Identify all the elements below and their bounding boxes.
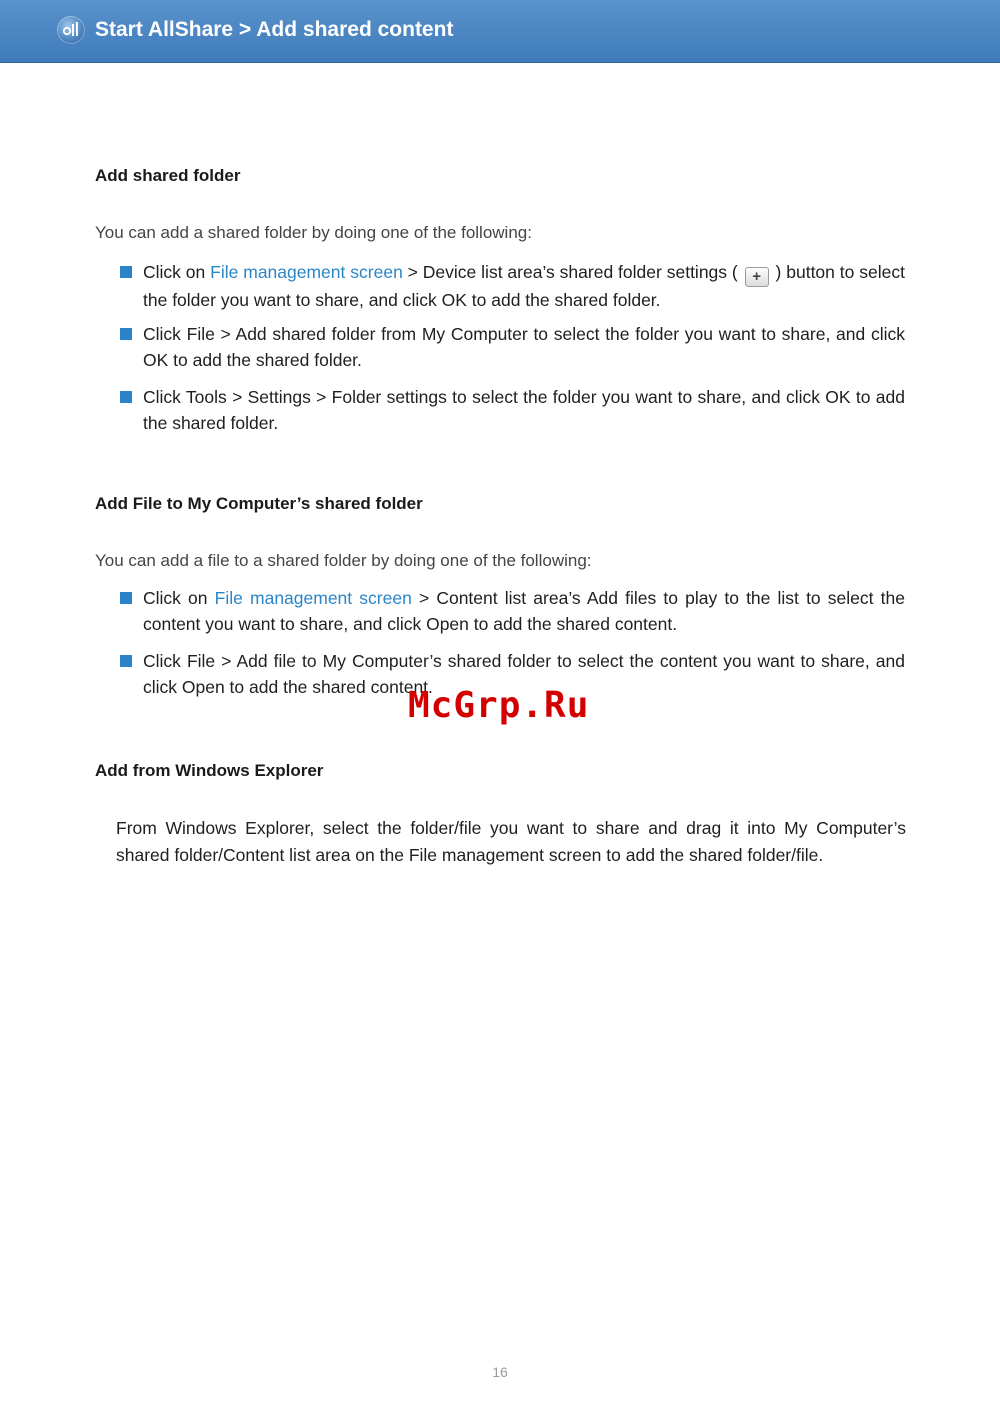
section-intro: You can add a file to a shared folder by doing one of the following: (95, 551, 592, 570)
file-management-screen-link[interactable]: File management screen (214, 588, 412, 608)
page-header (0, 0, 1000, 63)
page-number: 16 (492, 1364, 508, 1380)
bullet-text: Click File > Add file to My Computer’s shared folder to select the content you want to share, and click Open to add the shared content. (143, 651, 905, 697)
bullet-square-icon (120, 328, 132, 340)
bullet-square-icon (120, 391, 132, 403)
allshare-logo-icon (57, 16, 85, 44)
list-item (120, 321, 905, 373)
section-paragraph: From Windows Explorer, select the folder/file you want to share and drag it into My Computer’s shared folder/Content list area on the File management screen to add the shared folder/file. (116, 818, 906, 865)
bullet-text-suffix: ) button to select the folder you want to share, and click OK to add the shared folder. (143, 262, 905, 310)
header-title: Start AllShare > Add shared content (95, 18, 454, 41)
bullet-square-icon (120, 266, 132, 278)
plus-icon: + (745, 267, 769, 287)
bullet-text-prefix: Click on (143, 262, 211, 282)
bullet-text: Click File > Add shared folder from My Computer to select the folder you want to share, and click OK to add the shared folder. (143, 324, 905, 370)
section-title-add-shared-folder: Add shared folder (95, 166, 241, 185)
list-item (120, 585, 905, 637)
watermark-text: McGrp.Ru (408, 685, 590, 726)
bullet-text-middle: > Device list area’s shared folder settings ( (402, 262, 743, 282)
section-title-windows-explorer: Add from Windows Explorer (95, 761, 324, 780)
bullet-square-icon (120, 655, 132, 667)
section-intro: You can add a shared folder by doing one of the following: (95, 223, 532, 242)
bullet-square-icon (120, 592, 132, 604)
section-title-add-file: Add File to My Computer’s shared folder (95, 494, 423, 513)
list-item (120, 384, 905, 436)
bullet-text: Click Tools > Settings > Folder settings to select the folder you want to share, and click OK to add the shared folder. (143, 387, 905, 433)
bullet-text-suffix: > Content list area’s Add files to play to the list to select the content you want to share, and click Open to add the shared content. (143, 588, 905, 634)
bullet-text-prefix: Click on (143, 588, 215, 608)
file-management-screen-link[interactable]: File management screen (210, 262, 403, 282)
list-item (120, 259, 905, 313)
